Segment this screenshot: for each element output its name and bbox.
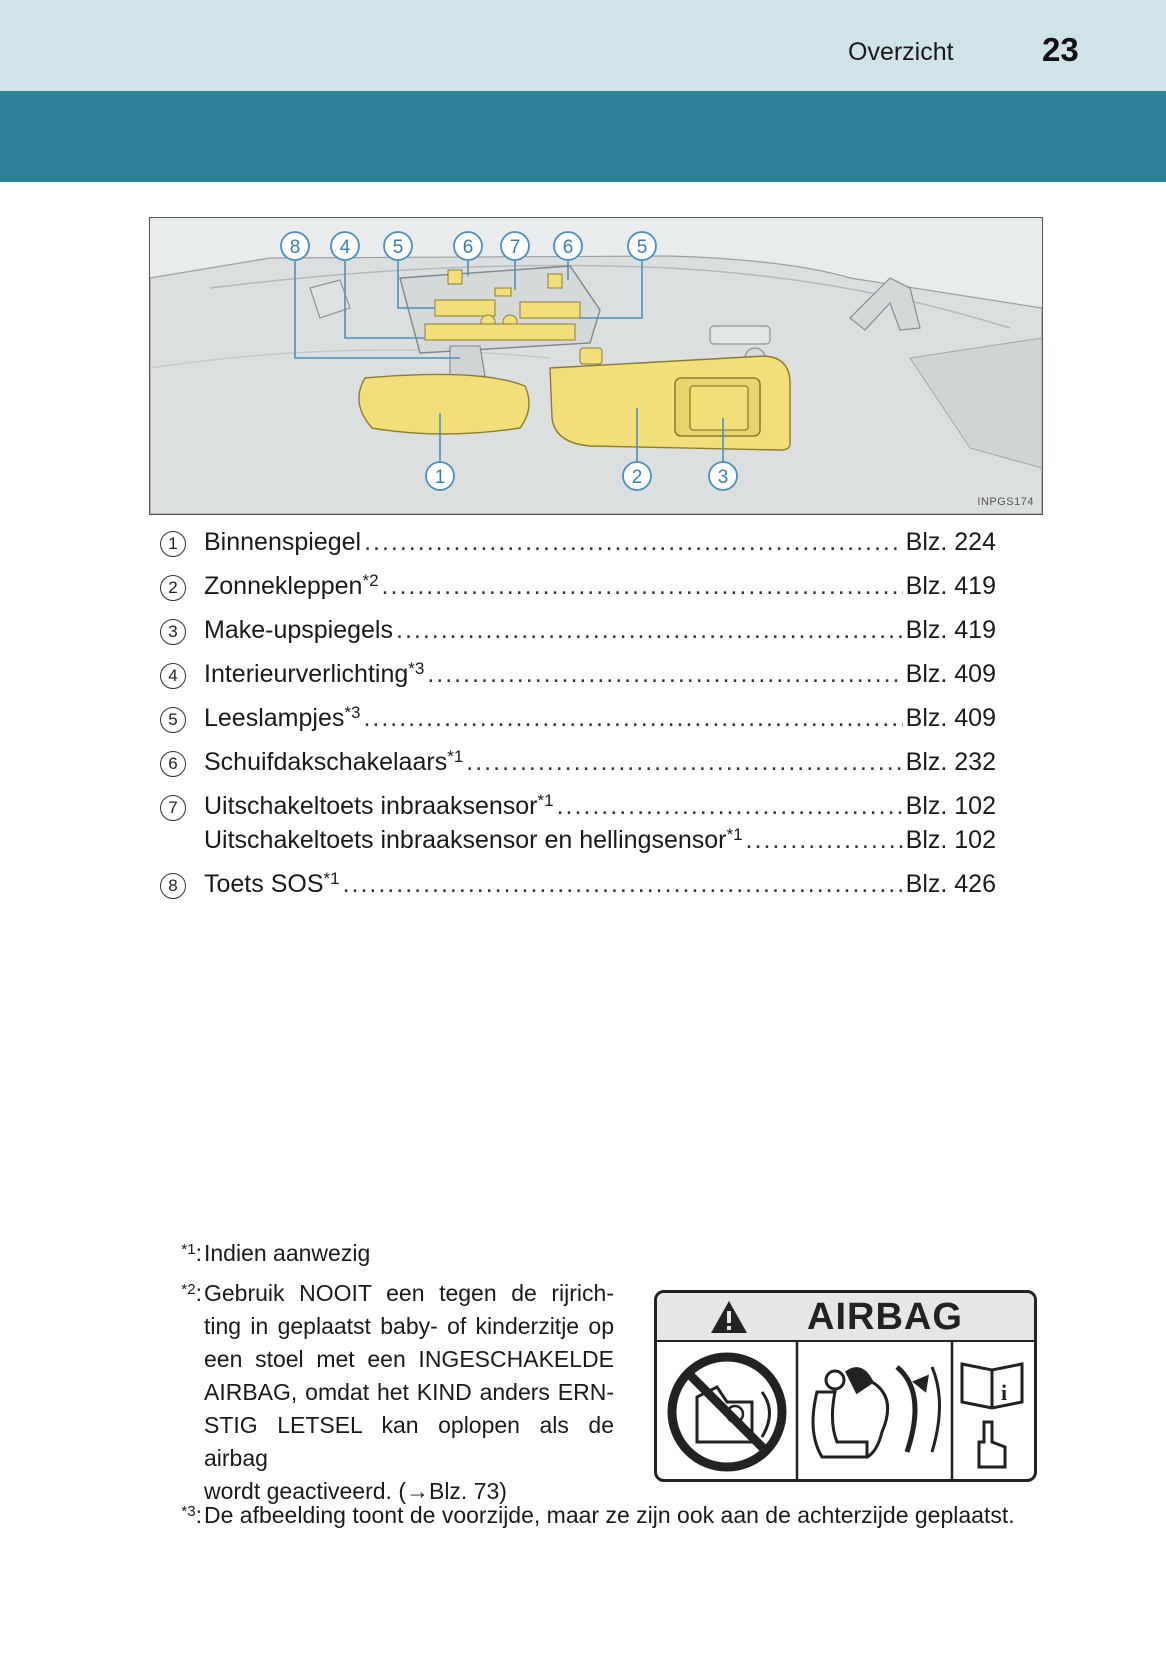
legend-number: 8: [160, 873, 186, 899]
legend-item: [160, 616, 996, 660]
legend-item: [160, 528, 996, 572]
page-number: 23: [1042, 31, 1079, 68]
section-title: Overzicht: [848, 38, 954, 66]
legend-label: Uitschakeltoets inbraaksensor$^{*1}$: [204, 791, 554, 820]
legend-label: Zonnekleppen$^{*2}$: [204, 571, 379, 600]
legend-item: [160, 792, 996, 826]
svg-text:7: 7: [509, 237, 521, 258]
callout-1: [426, 462, 454, 490]
legend-label: Uitschakeltoets inbraaksensor en hellingsensor$^{*1}$: [204, 825, 743, 854]
callout-5: [384, 232, 412, 260]
leader-dots: [557, 792, 903, 821]
header-accent-band: [0, 91, 1166, 182]
legend-label: Toets SOS$^{*1}$: [204, 869, 340, 898]
leader-dots: [427, 660, 902, 689]
overhead-console-illustration: [149, 217, 1043, 515]
legend-number: 6: [160, 751, 186, 777]
leader-dots: [343, 870, 903, 899]
legend-list: [160, 528, 996, 914]
page-reference-link[interactable]: Blz. 409: [905, 704, 996, 732]
airbag-warning-label: [654, 1290, 1037, 1482]
legend-label: Make-upspiegels: [204, 616, 393, 644]
callout-3: [709, 462, 737, 490]
leader-dots: [364, 528, 903, 557]
svg-text:6: 6: [462, 237, 474, 258]
callout-5b: [628, 232, 656, 260]
leader-dots: [746, 826, 903, 855]
legend-label: Interieurverlichting$^{*3}$: [204, 659, 425, 688]
callout-7: [501, 232, 529, 260]
leader-dots: [466, 748, 902, 777]
callout-2: [623, 462, 651, 490]
warning-triangle-icon: [709, 1299, 749, 1335]
svg-text:8: 8: [289, 237, 301, 258]
legend-label: Binnenspiegel: [204, 528, 362, 556]
page-reference-link[interactable]: Blz. 224: [905, 528, 996, 556]
svg-text:2: 2: [631, 467, 643, 488]
legend-number: 7: [160, 795, 186, 821]
svg-text:5: 5: [392, 237, 404, 258]
page-reference-link[interactable]: Blz. 426: [905, 870, 996, 898]
legend-number: 2: [160, 575, 186, 601]
no-rear-facing-seat-icon: [672, 1357, 782, 1467]
svg-text:3: 3: [717, 467, 729, 488]
legend-item: [160, 572, 996, 616]
leader-dots: [382, 572, 903, 601]
svg-text:4: 4: [339, 237, 351, 258]
svg-text:i: i: [1000, 1380, 1008, 1405]
interior-diagram: [150, 218, 1042, 514]
legend-item: [160, 704, 996, 748]
legend-label: Leeslampjes$^{*3}$: [204, 703, 361, 732]
svg-text:6: 6: [562, 237, 574, 258]
legend-number: 5: [160, 707, 186, 733]
page-reference-link[interactable]: Blz. 419: [905, 616, 996, 644]
legend-item: [160, 748, 996, 792]
page-reference-link[interactable]: Blz. 232: [905, 748, 996, 776]
legend-number: 1: [160, 531, 186, 557]
image-code: INPGS174: [977, 496, 1034, 508]
page-reference-link[interactable]: Blz. 102: [905, 792, 996, 820]
legend-number: 3: [160, 619, 186, 645]
svg-text:5: 5: [636, 237, 648, 258]
callout-4: [331, 232, 359, 260]
read-manual-icon: [962, 1364, 1022, 1467]
legend-number: 4: [160, 663, 186, 689]
legend-item: [160, 870, 996, 914]
seat-airbag-icon: [813, 1367, 940, 1457]
legend-item: [160, 660, 996, 704]
callout-8: [281, 232, 309, 260]
callout-6b: [554, 232, 582, 260]
page-reference-link[interactable]: Blz. 102: [905, 826, 996, 854]
airbag-title: AIRBAG: [807, 1296, 963, 1338]
leader-dots: [363, 704, 902, 733]
header-band: [0, 0, 1166, 91]
svg-text:1: 1: [434, 467, 446, 488]
page-reference-link[interactable]: Blz. 409: [905, 660, 996, 688]
page-reference-link[interactable]: Blz. 419: [905, 572, 996, 600]
legend-label: Schuifdakschakelaars$^{*1}$: [204, 747, 464, 776]
callout-6: [454, 232, 482, 260]
legend-item-continuation: [160, 826, 996, 860]
leader-dots: [396, 616, 903, 645]
